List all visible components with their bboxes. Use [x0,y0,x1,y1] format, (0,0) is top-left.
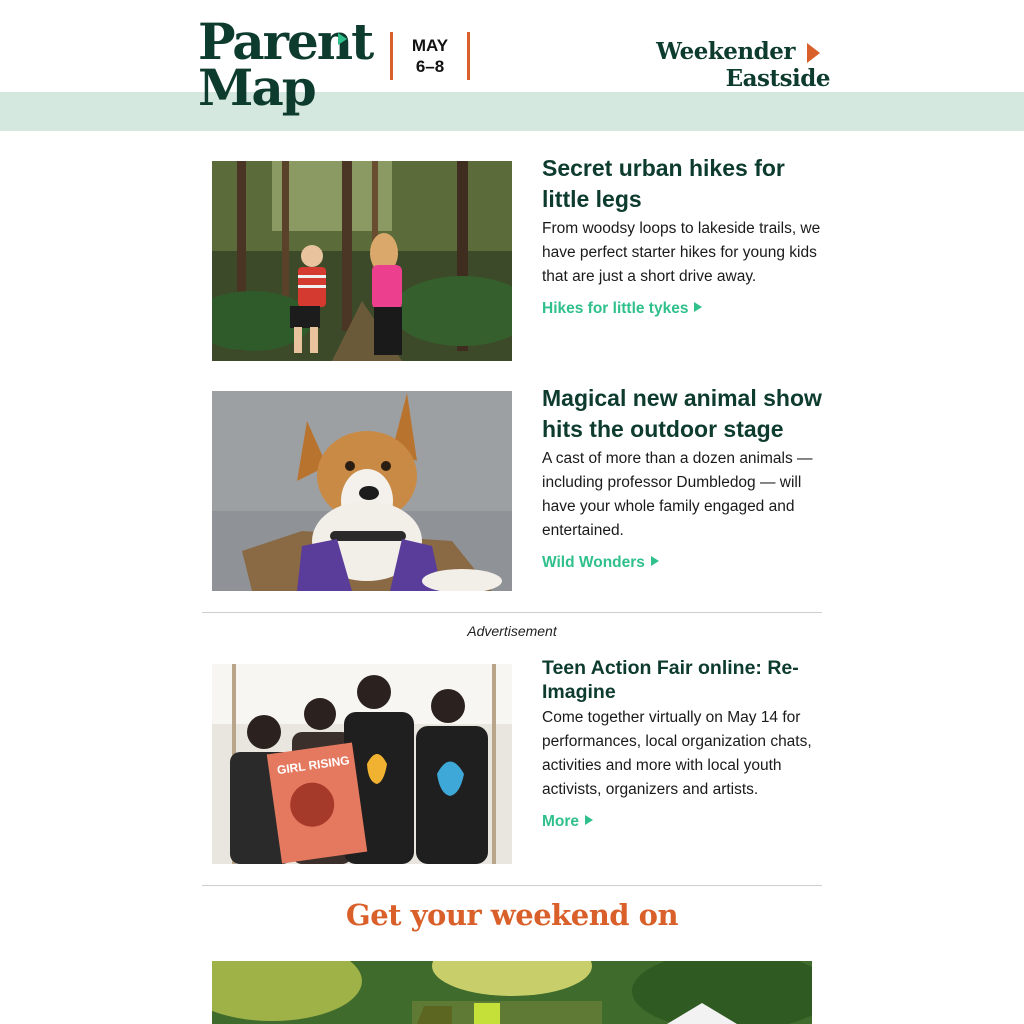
more-link[interactable] [542,813,593,831]
article-blurb: From woodsy loops to lakeside trails, we have perfect starter hikes for young kids that are just a short drive away. [542,220,821,285]
logo-flag-icon [338,33,347,45]
article-headline[interactable]: Teen Action Fair online: Re-Imagine [542,657,799,703]
section-title: Get your weekend on [345,898,679,932]
header-band [0,92,1024,131]
hikes-thumbnail[interactable] [212,161,512,361]
edition-title [560,38,830,92]
teen-fair-thumbnail[interactable] [212,664,512,864]
play-arrow-icon [651,556,659,566]
issue-month: MAY [411,36,449,55]
play-arrow-icon [585,815,593,825]
logo-line-1: Parent [198,12,373,71]
teen-fair-content [542,656,824,831]
animal-show-content [542,383,824,572]
article-headline[interactable]: Magical new animal show hits the outdoor stage [542,385,822,442]
article-animal-show [212,383,824,593]
article-blurb: Come together virtually on May 14 for performances, local organization chats, activities and more with local youth activists, organizers and artists. [542,709,812,798]
advertisement-label: Advertisement [467,623,557,639]
article-blurb: A cast of more than a dozen animals — including professor Dumbledog — will have your whole family engaged and entertained. [542,450,813,539]
edition-name: Weekender [656,38,795,65]
parentmap-logo[interactable] [198,12,373,120]
logo-line-2: Map [198,58,315,117]
cta-label: Hikes for little tykes [542,300,689,317]
dog-thumbnail[interactable] [212,391,512,591]
triangle-right-icon [807,43,820,63]
ad-teen-action-fair [212,656,824,866]
wild-wonders-link[interactable] [542,554,659,572]
poster-text: GIRL RISING [276,753,351,778]
weekend-hero-image[interactable] [212,961,812,1024]
divider [202,612,822,613]
article-hikes [212,153,824,363]
hikes-link[interactable] [542,300,702,318]
issue-days: 6–8 [415,57,445,76]
play-arrow-icon [694,302,702,312]
hikes-content [542,153,824,318]
edition-region: Eastside [725,65,830,92]
email-header [0,0,1024,131]
cta-label: Wild Wonders [542,554,645,571]
article-headline[interactable]: Secret urban hikes for little legs [542,155,785,212]
issue-date [390,32,470,80]
cta-label: More [542,813,580,830]
divider [202,885,822,886]
